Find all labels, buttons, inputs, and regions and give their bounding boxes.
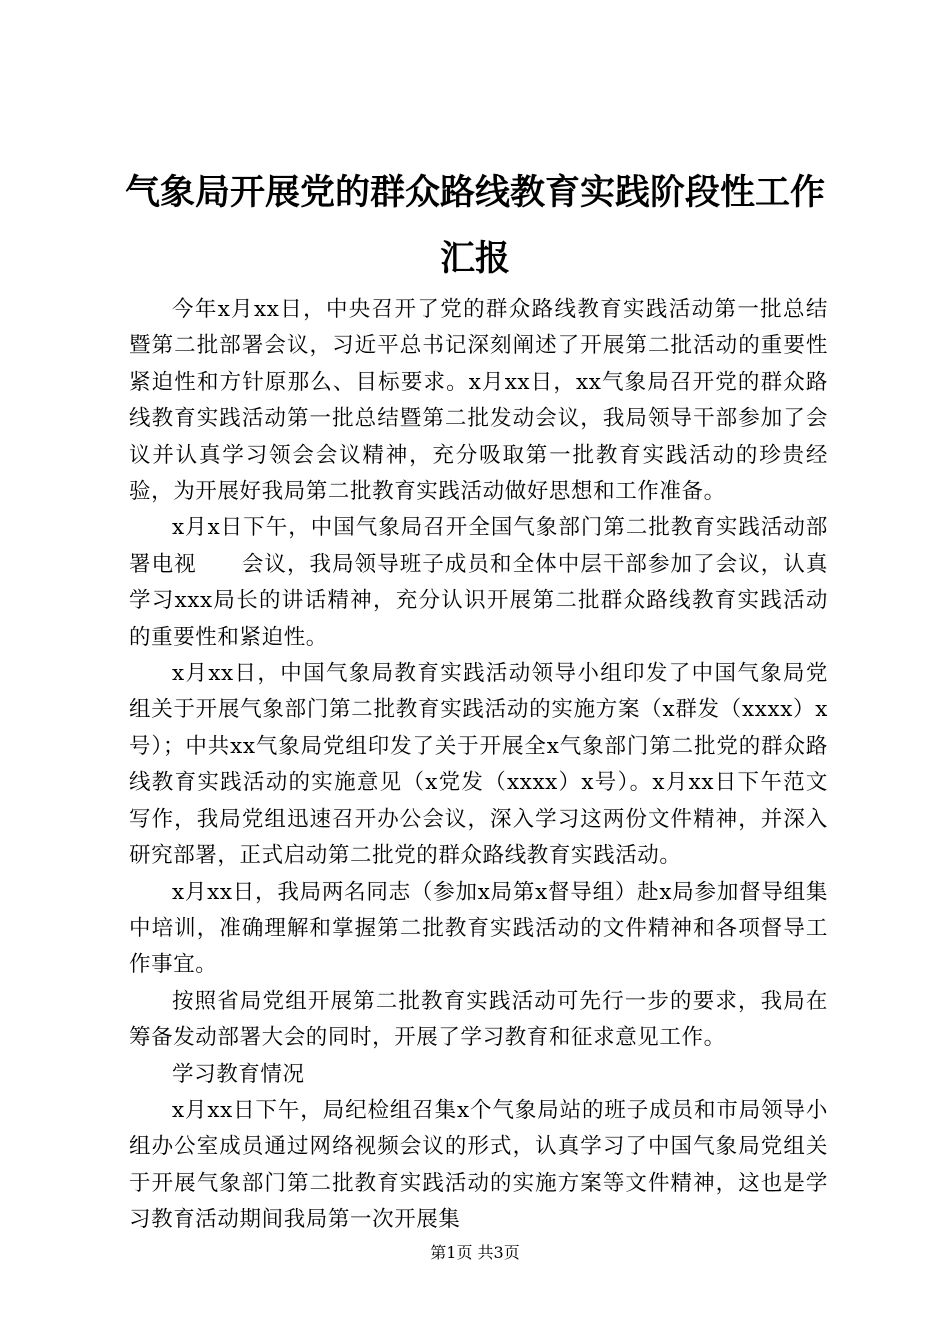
section-heading: 学习教育情况	[172, 1061, 305, 1087]
paragraph: x月xx日，我局两名同志（参加x局第x督导组）赴x局参加督导组集中培训，准确理解和掌握第二批教育实践活动的文件精神和各项督导工作事宜。	[129, 879, 828, 978]
paragraph: x月xx日，中国气象局教育实践活动领导小组印发了中国气象局党组关于开展气象部门第二批教育实践活动的实施方案（x群发（xxxx）x号）；中共xx气象局党组印发了关于开展全x气象部门第二批党的群众路线教育实践活动的实施意见（x党发（xxxx）x号）。x月xx日下午范文写作，我局党组迅速召开办公会议，深入学习这两份文件精神，并深入研究部署，正式启动第二批党的群众路线教育实践活动。	[129, 661, 828, 869]
paragraph: 按照省局党组开展第二批教育实践活动可先行一步的要求，我局在筹备发动部署大会的同时，开展了学习教育和征求意见工作。	[129, 988, 828, 1051]
paragraph: 今年x月xx日，中央召开了党的群众路线教育实践活动第一批总结暨第二批部署会议，习近平总书记深刻阐述了开展第二批活动的重要性紧迫性和方针原那么、目标要求。x月xx日，xx气象局召开党的群众路线教育实践活动第一批总结暨第二批发动会议，我局领导干部参加了会议并认真学习领会会议精神，充分吸取第一批教育实践活动的珍贵经验，为开展好我局第二批教育实践活动做好思想和工作准备。	[129, 297, 828, 505]
paragraph: x月xx日下午，局纪检组召集x个气象局站的班子成员和市局领导小组办公室成员通过网络视频会议的形式，认真学习了中国气象局党组关于开展气象部门第二批教育实践活动的实施方案等文件精神，这也是学习教育活动期间我局第一次开展集	[129, 1097, 828, 1233]
document-body	[129, 292, 828, 1239]
page-number-footer: 第1页 共3页	[430, 1243, 520, 1262]
document-title: 气象局开展党的群众路线教育实践阶段性工作汇报	[124, 173, 825, 279]
paragraph: x月x日下午，中国气象局召开全国气象部门第二批教育实践活动部署电视 会议，我局领导班子成员和全体中层干部参加了会议，认真学习xxx局长的讲话精神，充分认识开展第二批群众路线教育实践活动的重要性和紧迫性。	[129, 515, 828, 650]
